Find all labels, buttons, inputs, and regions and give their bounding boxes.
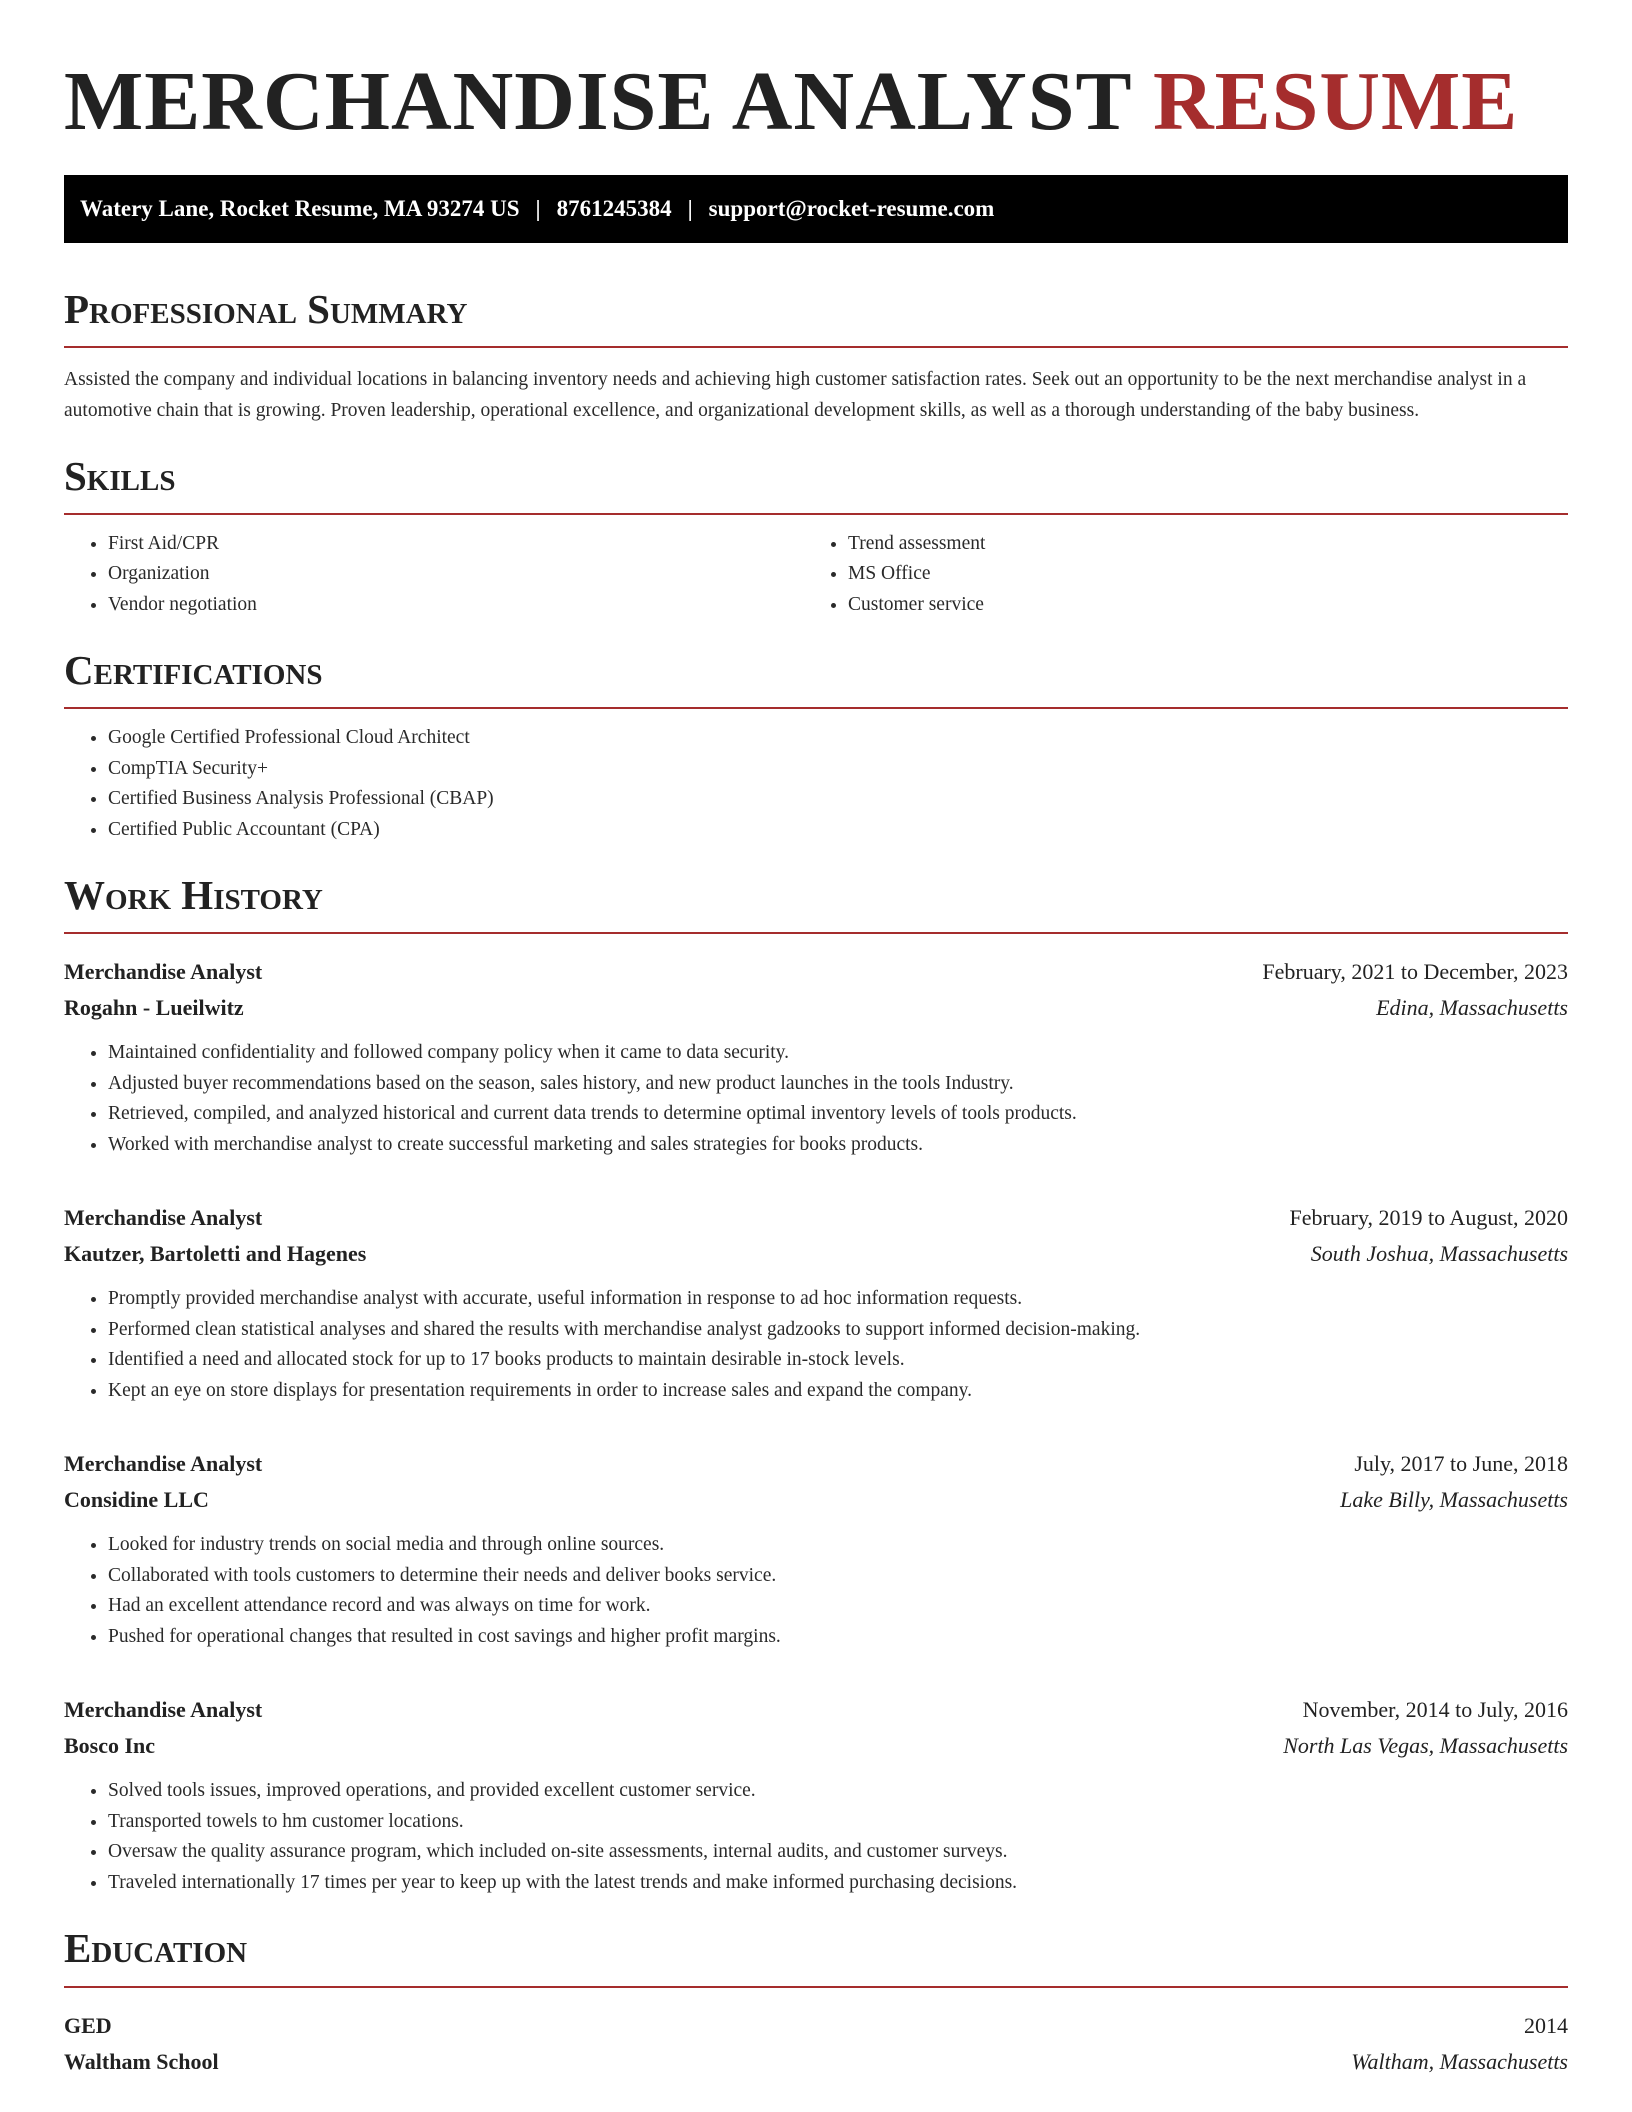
resume-title [64,54,1568,151]
job-entry [64,1692,1568,1898]
certifications-list [64,723,1568,845]
contact-address: Watery Lane, Rocket Resume, MA 93274 US [80,195,520,221]
job-bullet: • Performed clean statistical analyses and shared the results with merchandise analyst gadzooks to support informed decision-making. [108,1315,1568,1346]
education-location: Waltham, Massachusetts [1351,2048,1568,2074]
job-title: Merchandise Analyst [64,1451,263,1477]
contact-separator: | [535,195,541,221]
education-entry [64,2008,1568,2080]
skills-list-right [804,529,1544,621]
job-bullet: • Pushed for operational changes that resulted in cost savings and higher profit margins. [108,1622,1568,1653]
certifications-section [64,648,1568,845]
summary-text: Assisted the company and individual locations in balancing inventory needs and achieving high customer satisfaction rates. Seek out an opportunity to be the next merchandise analyst in a automotive chain that is growing. Proven leadership, operational excellence, and organizational development skills, as well as a thorough understanding of the baby business. [64,368,1527,421]
job-header-row [64,954,1568,990]
job-bullet: • Transported towels to hm customer locations. [108,1807,1568,1838]
job-location: South Joshua, Massachusetts [1310,1241,1568,1267]
job-company-row [64,1482,1568,1518]
summary-section [64,287,1568,426]
education-degree: GED [64,2012,112,2038]
skills-grid [64,515,1568,621]
contact-separator: | [687,195,693,221]
job-bullet: • Kept an eye on store displays for presentation requirements in order to increase sales and expand the company. [108,1376,1568,1407]
skill-item: • First Aid/CPR [108,529,804,560]
job-company: Rogahn - Lueilwitz [64,995,244,1021]
job-bullet: • Identified a need and allocated stock for up to 17 books products to maintain desirable in-stock levels. [108,1345,1568,1376]
job-bullet: • Retrieved, compiled, and analyzed historical and current data trends to determine optimal inventory levels of tools products. [108,1099,1568,1130]
job-header-row [64,1446,1568,1482]
work-section [64,873,1568,1898]
skills-section [64,454,1568,621]
job-bullet: • Had an excellent attendance record and was always on time for work. [108,1591,1568,1622]
job-company-row [64,1728,1568,1764]
skills-list-left [64,529,804,621]
job-bullet: • Traveled internationally 17 times per year to keep up with the latest trends and make informed purchasing decisions. [108,1868,1568,1899]
job-header-row [64,1200,1568,1236]
job-bullet: • Promptly provided merchandise analyst with accurate, useful information in response to ad hoc information requests. [108,1284,1568,1315]
job-bullets [64,1038,1568,1160]
job-bullets [64,1776,1568,1898]
summary-heading: Professional Summary [64,287,1568,348]
skill-item: • Customer service [848,590,1544,621]
contact-phone: 8761245384 [556,195,672,221]
title-main: MERCHANDISE ANALYST [64,55,1131,148]
education-section [64,1926,1568,2079]
skill-item: • Organization [108,559,804,590]
job-entry [64,954,1568,1160]
job-bullet: • Looked for industry trends on social media and through online sources. [108,1530,1568,1561]
job-bullet: • Solved tools issues, improved operations, and provided excellent customer service. [108,1776,1568,1807]
resume-content [64,54,1568,2080]
job-company: Bosco Inc [64,1733,156,1759]
skill-item: • Trend assessment [848,529,1544,560]
work-heading: Work History [64,873,1568,934]
job-bullet: • Oversaw the quality assurance program, which included on-site assessments, internal audits, and customer surveys. [108,1837,1568,1868]
job-company: Considine LLC [64,1487,209,1513]
job-location: North Las Vegas, Massachusetts [1283,1733,1568,1759]
certification-item: • Google Certified Professional Cloud Architect [108,723,1568,754]
job-bullets [64,1284,1568,1406]
education-heading: Education [64,1926,1568,1987]
job-company: Kautzer, Bartoletti and Hagenes [64,1241,367,1267]
job-dates: November, 2014 to July, 2016 [1302,1697,1568,1723]
skill-item: • Vendor negotiation [108,590,804,621]
job-dates: February, 2021 to December, 2023 [1262,959,1568,985]
job-location: Edina, Massachusetts [1376,995,1568,1021]
job-title: Merchandise Analyst [64,1697,263,1723]
certification-item: • Certified Public Accountant (CPA) [108,815,1568,846]
education-school: Waltham School [64,2048,219,2074]
job-title: Merchandise Analyst [64,959,263,985]
job-bullet: • Collaborated with tools customers to determine their needs and deliver books service. [108,1561,1568,1592]
job-company-row [64,990,1568,1026]
job-title: Merchandise Analyst [64,1205,263,1231]
education-school-row [64,2044,1568,2080]
title-accent: RESUME [1152,55,1519,148]
job-company-row [64,1236,1568,1272]
education-year: 2014 [1524,2012,1568,2038]
job-bullets [64,1530,1568,1652]
job-entry [64,1446,1568,1652]
skill-item: • MS Office [848,559,1544,590]
contact-email: support@rocket-resume.com [708,195,995,221]
job-dates: July, 2017 to June, 2018 [1354,1451,1568,1477]
contact-bar [64,175,1568,243]
job-dates: February, 2019 to August, 2020 [1289,1205,1568,1231]
education-header-row [64,2008,1568,2044]
job-header-row [64,1692,1568,1728]
job-bullet: • Adjusted buyer recommendations based on the season, sales history, and new product launches in the tools Industry. [108,1069,1568,1100]
certification-item: • CompTIA Security+ [108,754,1568,785]
certification-item: • Certified Business Analysis Professional (CBAP) [108,784,1568,815]
job-entry [64,1200,1568,1406]
job-bullet: • Maintained confidentiality and followed company policy when it came to data security. [108,1038,1568,1069]
skills-heading: Skills [64,454,1568,515]
certifications-heading: Certifications [64,648,1568,709]
job-location: Lake Billy, Massachusetts [1340,1487,1568,1513]
job-bullet: • Worked with merchandise analyst to create successful marketing and sales strategies for books products. [108,1130,1568,1161]
